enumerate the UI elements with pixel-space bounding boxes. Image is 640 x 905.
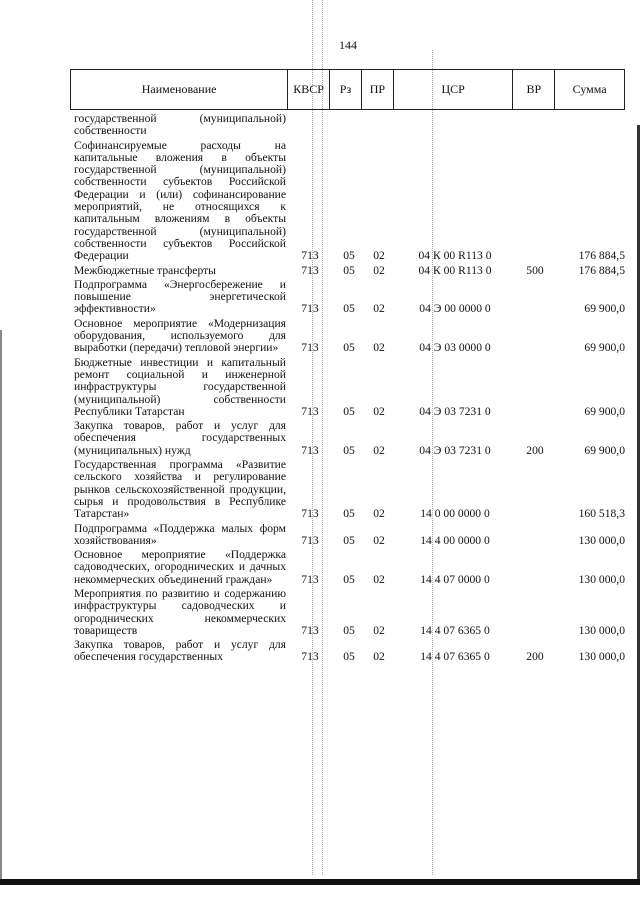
row-pr: 02 <box>373 572 385 586</box>
row-rz: 05 <box>343 341 355 355</box>
row-rz: 05 <box>343 507 355 521</box>
header-rz: Рз <box>330 70 362 109</box>
row-kvsr: 713 <box>301 341 319 355</box>
row-rz: 05 <box>343 650 355 664</box>
scan-edge-bottom <box>0 879 640 885</box>
row-kvsr: 713 <box>301 623 319 637</box>
row-vr: 500 <box>526 263 544 277</box>
table-row <box>74 113 625 138</box>
header-csr: ЦСР <box>394 70 514 109</box>
row-csr: 04 Э 00 0000 0 <box>419 302 491 316</box>
row-csr: 14 4 07 0000 0 <box>420 572 490 586</box>
table-row <box>74 523 625 548</box>
row-pr: 02 <box>373 404 385 418</box>
table-row <box>74 318 625 355</box>
page-number: 144 <box>339 38 357 52</box>
row-kvsr: 713 <box>301 263 319 277</box>
row-sum: 130 000,0 <box>578 650 625 664</box>
row-kvsr: 713 <box>301 507 319 521</box>
row-name: Бюджетные инвестиции и капитальный ремонт социальной и инженерной инфраструктуры государственной (муниципальной) собственности Республики Татарстан <box>74 355 286 418</box>
row-pr: 02 <box>373 341 385 355</box>
row-kvsr: 713 <box>301 443 319 457</box>
row-sum: 69 900,0 <box>584 404 625 418</box>
row-sum: 176 884,5 <box>578 249 625 263</box>
table-row <box>74 639 625 664</box>
row-kvsr: 713 <box>301 533 319 547</box>
header-name: Наименование <box>71 70 288 109</box>
row-name: Закупка товаров, работ и услуг для обеспечения государственных (муниципальных) нужд <box>74 419 286 457</box>
row-rz: 05 <box>343 263 355 277</box>
row-rz: 05 <box>343 302 355 316</box>
row-kvsr: 713 <box>301 650 319 664</box>
row-rz: 05 <box>343 623 355 637</box>
row-rz: 05 <box>343 404 355 418</box>
row-name: государственной (муниципальной) собственности <box>74 112 286 138</box>
row-name: Закупка товаров, работ и услуг для обеспечения государственных <box>74 638 286 664</box>
row-sum: 69 900,0 <box>584 302 625 316</box>
row-pr: 02 <box>373 249 385 263</box>
row-name: Софинансируемые расходы на капитальные вложения в объекты государственной (муниципальной) собственности субъектов Российской Федерации и (или) софинансирование мероприятий, не относящихся к капитальным вложениям в объекты государственной (муниципальной) собственности субъектов Российской Федерации <box>74 138 286 263</box>
row-sum: 176 884,5 <box>578 263 625 277</box>
row-kvsr: 713 <box>301 302 319 316</box>
table-header <box>70 69 625 110</box>
row-name: Основное мероприятие «Модернизация оборудования, используемого для выработки (передачи) тепловой энергии» <box>74 316 286 355</box>
row-pr: 02 <box>373 623 385 637</box>
table-row <box>74 588 625 637</box>
row-rz: 05 <box>343 249 355 263</box>
row-csr: 14 0 00 0000 0 <box>420 507 490 521</box>
row-pr: 02 <box>373 443 385 457</box>
row-pr: 02 <box>373 263 385 277</box>
row-vr: 200 <box>526 443 544 457</box>
row-sum: 130 000,0 <box>578 572 625 586</box>
table-row <box>74 265 625 277</box>
row-rz: 05 <box>343 443 355 457</box>
row-pr: 02 <box>373 507 385 521</box>
header-vr: ВР <box>513 70 555 109</box>
row-sum: 130 000,0 <box>578 533 625 547</box>
row-csr: 14 4 00 0000 0 <box>420 533 490 547</box>
row-sum: 130 000,0 <box>578 623 625 637</box>
row-kvsr: 713 <box>301 404 319 418</box>
table-row <box>74 459 625 520</box>
table-body <box>74 113 625 666</box>
row-sum: 69 900,0 <box>584 443 625 457</box>
row-name: Подпрограмма «Поддержка малых форм хозяйствования» <box>74 521 286 547</box>
row-vr: 200 <box>526 650 544 664</box>
row-name: Межбюджетные трансферты <box>74 263 216 277</box>
row-sum: 69 900,0 <box>584 341 625 355</box>
row-kvsr: 713 <box>301 249 319 263</box>
table-row <box>74 549 625 586</box>
row-rz: 05 <box>343 572 355 586</box>
row-name: Мероприятия по развитию и содержанию инфраструктуры садоводческих и огороднических некоммерческих товариществ <box>74 586 286 637</box>
row-pr: 02 <box>373 650 385 664</box>
row-csr: 04 Э 03 0000 0 <box>419 341 491 355</box>
row-csr: 04 Э 03 7231 0 <box>419 404 491 418</box>
scan-edge-left <box>0 330 2 885</box>
table-row <box>74 420 625 457</box>
row-name: Государственная программа «Развитие сельского хозяйства и регулирование рынков сельскохозяйственной продукции, сырья и продовольствия в Республике Татарстан» <box>74 458 286 521</box>
row-pr: 02 <box>373 302 385 316</box>
table-row <box>74 279 625 316</box>
row-csr: 14 4 07 6365 0 <box>420 623 490 637</box>
table-row <box>74 140 625 263</box>
row-name: Основное мероприятие «Поддержка садоводческих, огороднических и дачных некоммерческих объединений граждан» <box>74 548 286 586</box>
row-rz: 05 <box>343 533 355 547</box>
header-pr: ПР <box>362 70 394 109</box>
row-csr: 04 Э 03 7231 0 <box>419 443 491 457</box>
row-name: Подпрограмма «Энергосбережение и повышение энергетической эффективности» <box>74 277 286 316</box>
header-sum: Сумма <box>572 82 607 96</box>
row-sum: 160 518,3 <box>578 507 625 521</box>
row-kvsr: 713 <box>301 572 319 586</box>
row-pr: 02 <box>373 533 385 547</box>
row-csr: 14 4 07 6365 0 <box>420 650 490 664</box>
row-csr: 04 К 00 R113 0 <box>418 249 492 263</box>
row-csr: 04 К 00 R113 0 <box>418 263 492 277</box>
header-kvsr: КВСР <box>288 70 330 109</box>
table-row <box>74 357 625 418</box>
